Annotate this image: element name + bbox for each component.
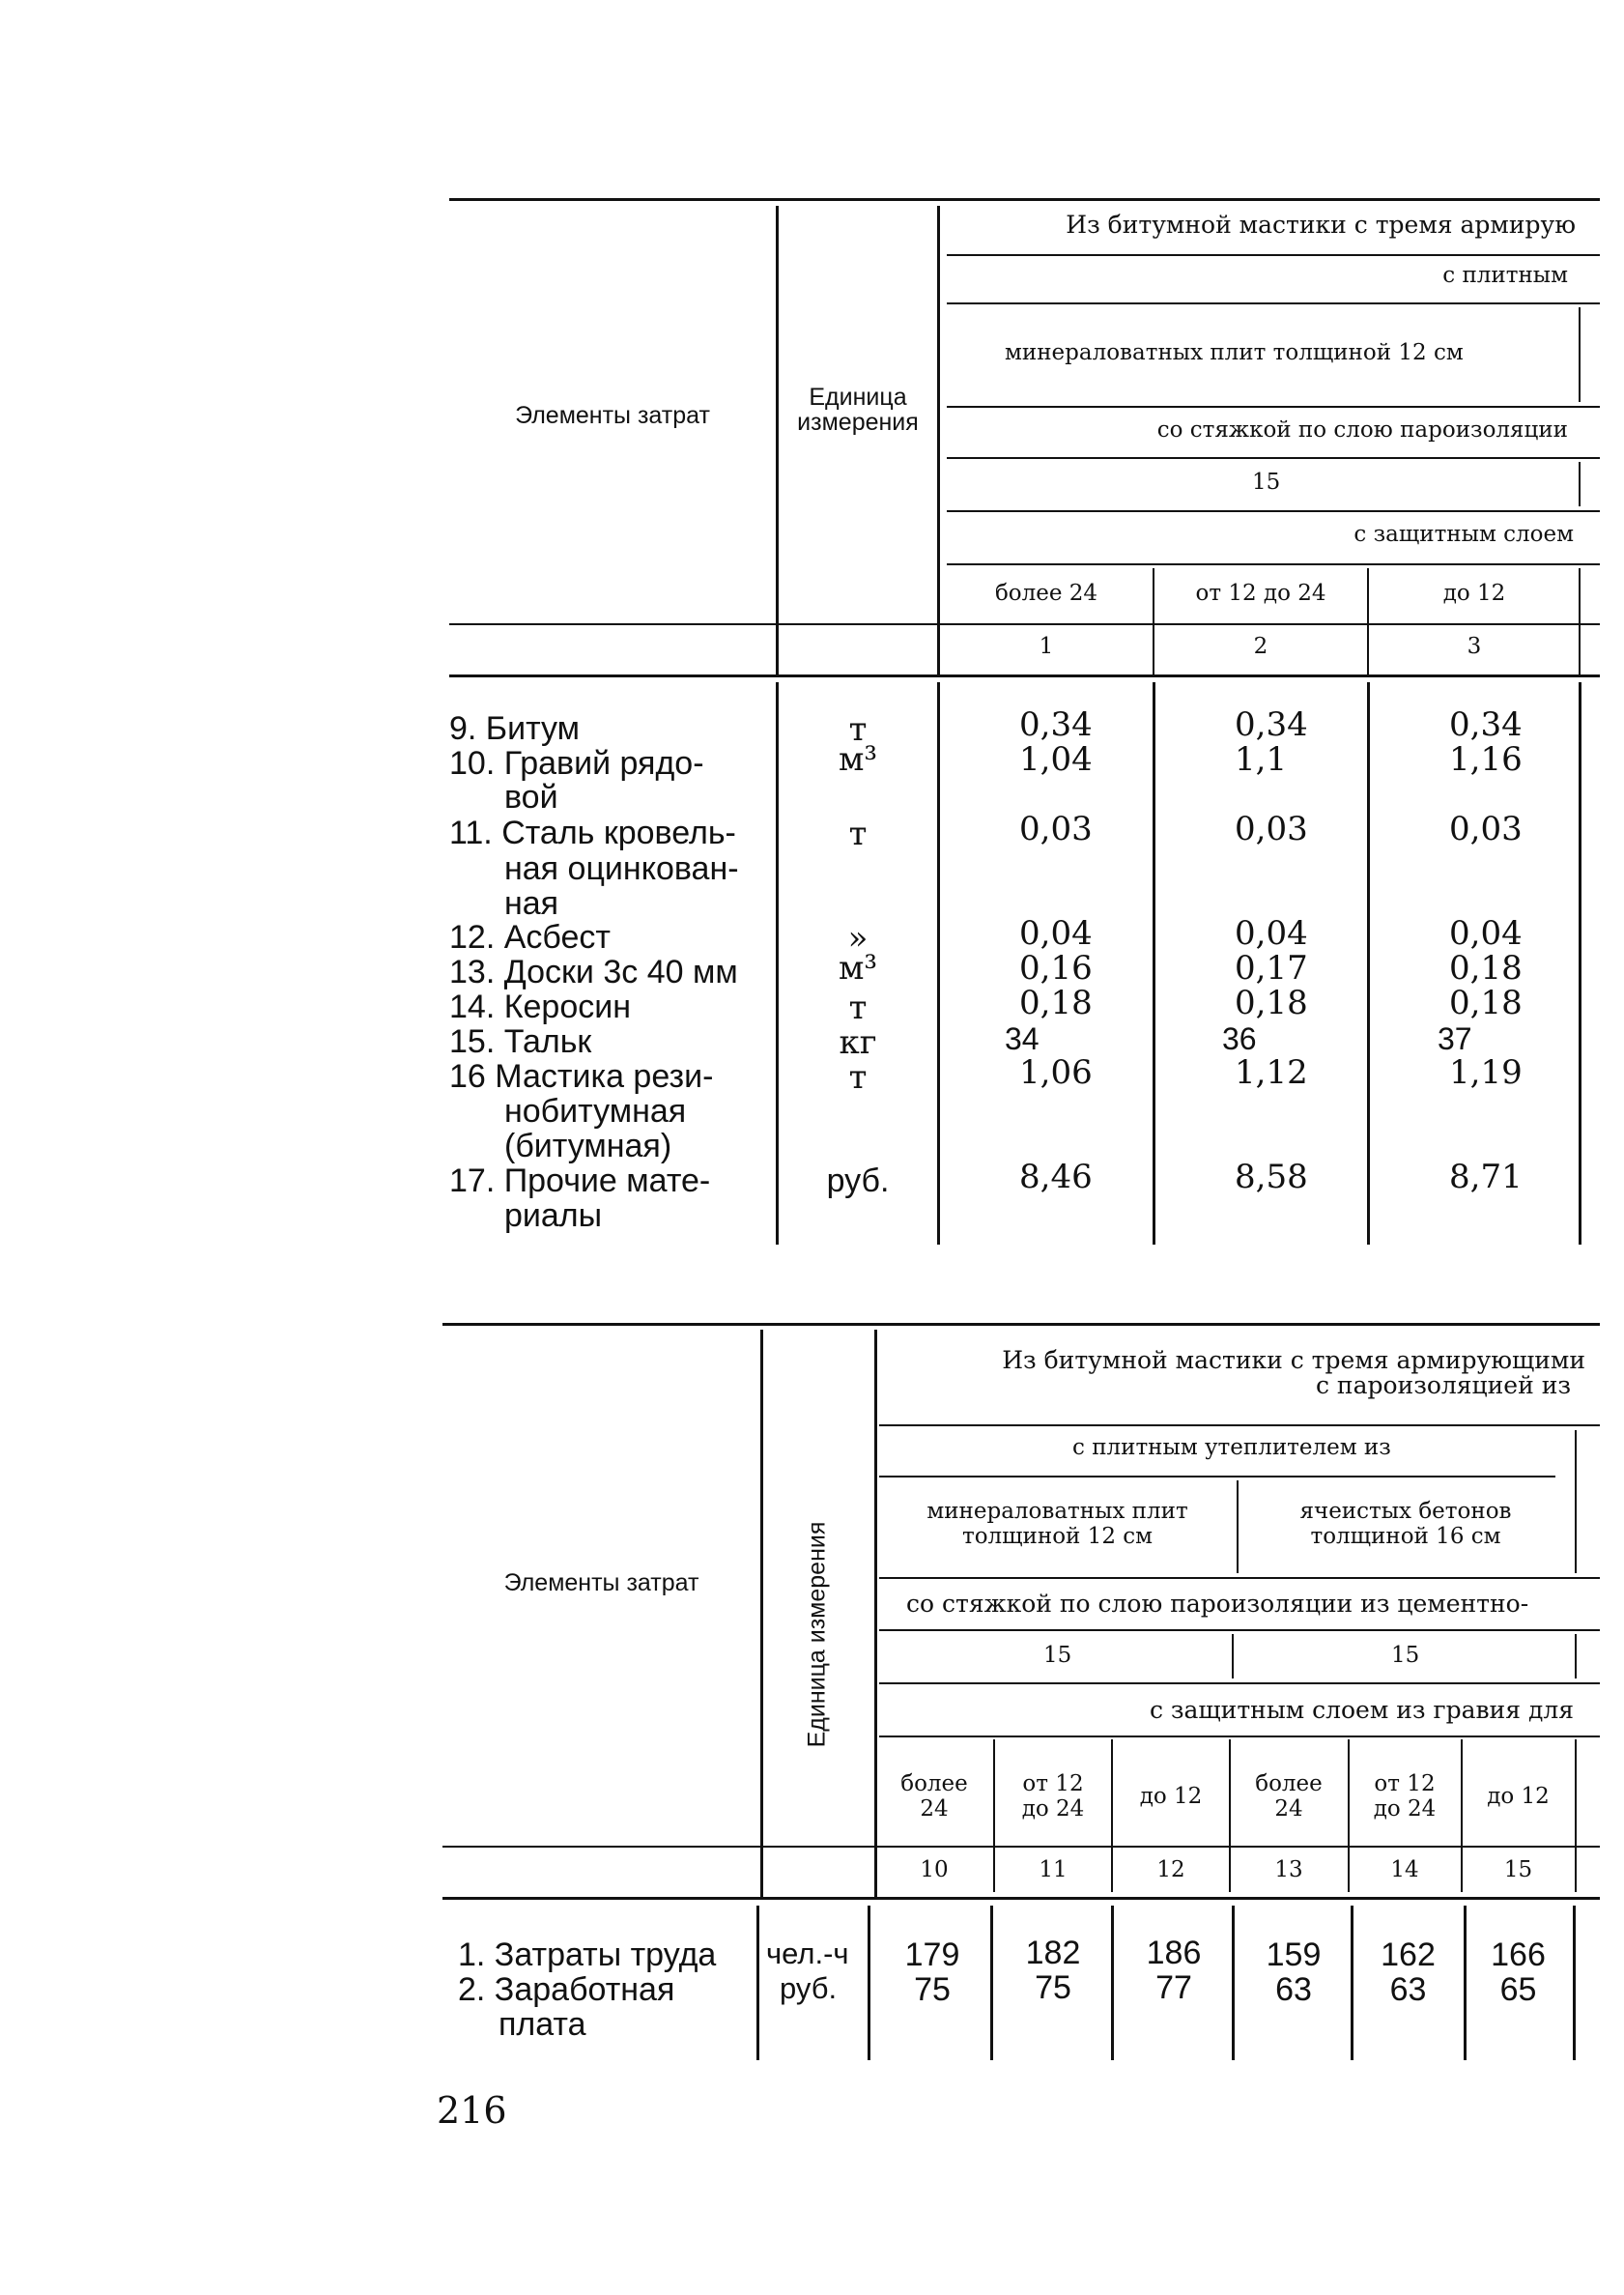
header-row6: с защитным слоем из гравия для (1149, 1696, 1574, 1724)
cell-value: 75 (914, 1971, 951, 2008)
subcol-line: от 12 (1022, 1771, 1084, 1796)
cell-value: 0,03 (1235, 810, 1308, 848)
header-row1-line1: Из битумной мастики с тремя армирующими (1002, 1346, 1585, 1374)
row-name: ная (504, 885, 559, 922)
cell-value: 0,18 (1235, 984, 1308, 1022)
subcol-header: более 24 (994, 581, 1098, 606)
row-name: 1. Затраты труда (458, 1936, 717, 1973)
cell-value: 36 (1222, 1021, 1257, 1056)
cell-value: 77 (1155, 1969, 1192, 2006)
row-name: (битумная) (504, 1128, 672, 1164)
row-name: 10. Гравий рядо- (449, 745, 704, 782)
subcol-header: до 12 (1139, 1784, 1203, 1809)
cell-value: 166 (1491, 1936, 1546, 1973)
cell-value: 186 (1146, 1935, 1202, 1971)
row-name: 16 Мастика рези- (449, 1058, 714, 1095)
cell-value: 0,17 (1235, 949, 1308, 988)
group-b-header (1240, 1499, 1571, 1549)
cell-value: 0,34 (1235, 705, 1308, 744)
cell-value: 1,19 (1449, 1053, 1523, 1092)
row-unit: чел.-ч (766, 1936, 849, 1970)
row-name: плата (499, 2006, 586, 2043)
cell-value: 37 (1438, 1021, 1472, 1056)
col-number: 3 (1467, 634, 1482, 659)
col-number: 15 (1503, 1857, 1533, 1882)
row-name: 12. Асбест (449, 919, 611, 956)
col-elements-header: Элементы затрат (503, 1569, 699, 1596)
row-name: 13. Доски 3с 40 мм (449, 954, 738, 990)
subcol-header (1351, 1771, 1459, 1822)
header-row2: с плитным (1442, 263, 1568, 288)
subcol-header: до 12 (1487, 1784, 1550, 1809)
row-unit: т (848, 1058, 868, 1097)
col-unit-header: Единица измерения (803, 1521, 831, 1748)
row-unit: руб. (826, 1162, 890, 1199)
cell-value: 1,04 (1019, 740, 1093, 779)
row-name: ная оцинкован- (504, 850, 739, 887)
row-unit: кг (839, 1023, 877, 1062)
header-row4: со стяжкой по слою пароизоляции из цементно- (906, 1590, 1529, 1618)
cell-value: 0,16 (1019, 949, 1093, 988)
header-row5: 15 (1252, 470, 1281, 495)
subcol-line: более (900, 1771, 968, 1796)
cell-value: 0,04 (1449, 914, 1523, 953)
cell-value: 1,12 (1235, 1053, 1308, 1092)
group-a-line2: толщиной 12 см (961, 1524, 1154, 1549)
group-a-header (881, 1499, 1234, 1549)
cell-value: 0,03 (1449, 810, 1523, 848)
page-number: 216 (437, 2089, 507, 2132)
subcol-line: более (1255, 1771, 1323, 1796)
row-unit: м³ (838, 740, 878, 779)
header-row5-a: 15 (1043, 1643, 1072, 1668)
subcol-line: от 12 (1374, 1771, 1436, 1796)
cell-value: 65 (1499, 1971, 1537, 2008)
row-name: вой (504, 779, 558, 816)
group-b-line2: толщиной 16 см (1310, 1524, 1501, 1549)
col-number: 1 (1039, 634, 1054, 659)
row-unit: руб. (780, 1971, 838, 2005)
row-unit: т (848, 815, 868, 853)
row-name: 2. Заработная (458, 1971, 675, 2008)
col-number: 10 (920, 1857, 949, 1882)
cell-value: 0,03 (1019, 810, 1093, 848)
cell-value: 0,18 (1019, 984, 1093, 1022)
cell-value: 182 (1025, 1935, 1081, 1971)
cell-value: 75 (1035, 1969, 1071, 2006)
subcol-header (996, 1771, 1110, 1822)
cell-value: 8,71 (1449, 1158, 1523, 1196)
cell-value: 162 (1381, 1936, 1436, 1973)
cell-value: 8,58 (1235, 1158, 1308, 1196)
header-row6: с защитным слоем (1353, 522, 1574, 547)
subcol-line: до 24 (1021, 1796, 1085, 1822)
header-row1-line2: с пароизоляцией из (1315, 1371, 1571, 1399)
row-unit: т (848, 710, 868, 749)
row-name: 14. Керосин (449, 989, 632, 1025)
cell-value: 0,04 (1019, 914, 1093, 953)
row-name: 15. Тальк (449, 1023, 592, 1060)
col-unit-header: Единица измерения (797, 384, 919, 436)
row-unit: м³ (838, 949, 878, 988)
cell-value: 8,46 (1019, 1158, 1093, 1196)
group-a-line1: минераловатных плит (926, 1499, 1188, 1524)
row-unit: » (847, 919, 869, 958)
group-b-line1: ячеистых бетонов (1299, 1499, 1512, 1524)
row-name: 11. Сталь кровель- (449, 815, 736, 851)
header-row2: с плитным утеплителем из (1072, 1435, 1391, 1460)
subcol-header: от 12 до 24 (1195, 581, 1326, 606)
header-row3: минераловатных плит толщиной 12 см (1005, 340, 1464, 365)
cell-value: 34 (1005, 1021, 1040, 1056)
cell-value: 1,16 (1449, 740, 1523, 779)
header-row4: со стяжкой по слою пароизоляции (1156, 417, 1568, 443)
cell-value: 0,04 (1235, 914, 1308, 953)
subcol-line: 24 (920, 1796, 949, 1822)
header-row1: Из битумной мастики с тремя армирую (1066, 211, 1576, 239)
col-number: 11 (1039, 1857, 1068, 1882)
cell-value: 0,34 (1449, 705, 1523, 744)
cell-value: 159 (1266, 1936, 1322, 1973)
col-number: 2 (1253, 634, 1268, 659)
col-number: 14 (1390, 1857, 1419, 1882)
cell-value: 179 (904, 1936, 960, 1973)
cell-value: 1,06 (1019, 1053, 1093, 1092)
cell-value: 0,18 (1449, 984, 1523, 1022)
cell-value: 0,18 (1449, 949, 1523, 988)
cell-value: 0,34 (1019, 705, 1093, 744)
col-elements-header: Элементы затрат (515, 402, 710, 429)
cell-value: 63 (1389, 1971, 1427, 2008)
subcol-header (1232, 1771, 1346, 1822)
cell-value: 1,1 (1235, 740, 1288, 779)
cell-value: 63 (1275, 1971, 1312, 2008)
subcol-header: до 12 (1442, 581, 1506, 606)
subcol-header (877, 1771, 991, 1822)
header-row5-b: 15 (1391, 1643, 1420, 1668)
row-name: 9. Битум (449, 710, 581, 747)
row-name: нобитумная (504, 1093, 687, 1130)
col-number: 12 (1156, 1857, 1185, 1882)
subcol-line: 24 (1274, 1796, 1303, 1822)
subcol-line: до 24 (1373, 1796, 1437, 1822)
row-unit: т (848, 989, 868, 1027)
row-name: риалы (504, 1197, 603, 1234)
row-name: 17. Прочие мате- (449, 1162, 711, 1199)
col-number: 13 (1274, 1857, 1303, 1882)
